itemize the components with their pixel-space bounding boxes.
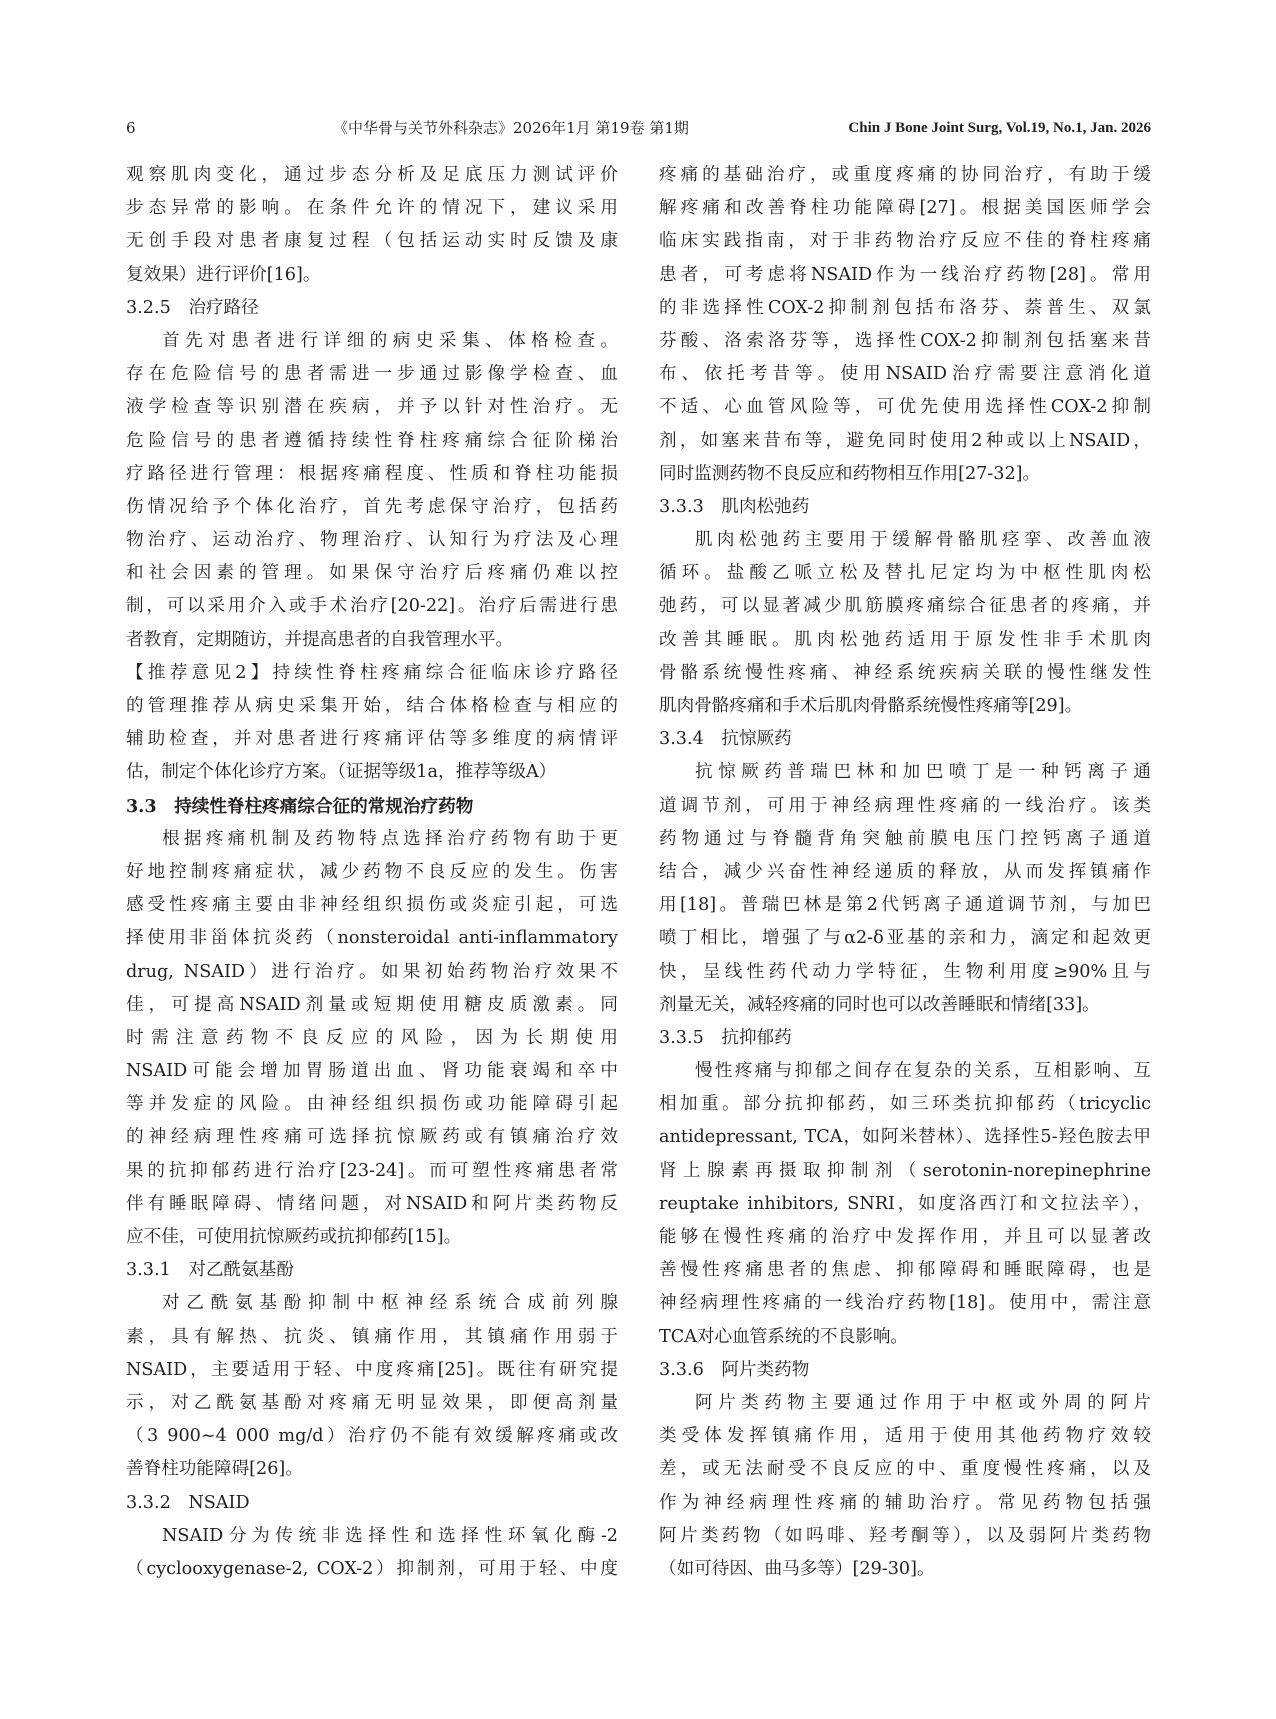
text-line: 佳，可提高NSAID剂量或短期使用糖皮质激素。同 — [126, 994, 618, 1015]
text-line: 肾上腺素再摄取抑制剂（serotonin-norepinephrine — [659, 1160, 1151, 1181]
text-line: 不适、心血管风险等，可优先使用选择性COX-2抑制 — [659, 397, 1151, 418]
text-line: 道调节剂，可用于神经病理性疼痛的一线治疗。该类 — [659, 795, 1151, 816]
paragraph-last-line: TCA对心血管系统的不良影响。 — [659, 1326, 909, 1347]
paragraph-last-line: 善脊柱功能障碍[26]。 — [126, 1459, 303, 1480]
text-line: 感受性疼痛主要由非神经组织损伤或炎症引起，可选 — [126, 895, 618, 916]
text-line: 循环。盐酸乙哌立松及替扎尼定均为中枢性肌肉松 — [659, 563, 1151, 584]
paragraph-last-line: 同时监测药物不良反应和药物相互作用[27-32]。 — [659, 463, 1041, 484]
text-line: 差，或无法耐受不良反应的中、重度慢性疼痛，以及 — [659, 1459, 1151, 1480]
text-line: antidepressant, TCA，如阿米替林）、选择性5-羟色胺去甲 — [659, 1127, 1151, 1148]
text-line: 疗路径进行管理：根据疼痛程度、性质和脊柱功能损 — [126, 463, 618, 484]
right-column — [659, 159, 1151, 1586]
text-line: 快，呈线性药代动力学特征，生物利用度≥90%且与 — [659, 961, 1151, 982]
text-line: 弛药，可以显著减少肌筋膜疼痛综合征患者的疼痛，并 — [659, 596, 1151, 617]
section-heading: 3.3.2 NSAID — [126, 1492, 250, 1513]
text-line: （3 900~4 000 mg/d）治疗仍不能有效缓解疼痛或改 — [126, 1426, 618, 1447]
text-line: 能够在慢性疼痛的治疗中发挥作用，并且可以显著改 — [659, 1227, 1151, 1247]
paragraph-first-line: 对乙酰氨基酚抑制中枢神经系统合成前列腺 — [162, 1293, 618, 1314]
text-line: 结合，减少兴奋性神经递质的释放，从而发挥镇痛作 — [659, 861, 1151, 882]
page-number: 6 — [126, 119, 136, 137]
section-heading: 3.3.5 抗抑郁药 — [659, 1027, 792, 1048]
text-line: 疼痛的基础治疗，或重度疼痛的协同治疗，有助于缓 — [659, 165, 1151, 185]
paragraph-last-line: 应不佳，可使用抗惊厥药或抗抑郁药[15]。 — [126, 1227, 462, 1247]
text-line: drug, NSAID）进行治疗。如果初始药物治疗效果不 — [126, 961, 618, 982]
running-header — [126, 116, 1151, 140]
text-line: 的神经病理性疼痛可选择抗惊厥药或有镇痛治疗效 — [126, 1127, 618, 1148]
text-line: 步态异常的影响。在条件允许的情况下，建议采用 — [126, 198, 618, 219]
text-line: 等并发症的风险。由神经组织损伤或功能障碍引起 — [126, 1094, 618, 1115]
text-line: 择使用非甾体抗炎药（nonsteroidal anti-inflammatory — [126, 928, 618, 949]
journal-title-english: Chin J Bone Joint Surg, Vol.19, No.1, Jan. 2026 — [848, 120, 1151, 136]
text-line: reuptake inhibitors, SNRI，如度洛西汀和文拉法辛）， — [659, 1193, 1151, 1214]
text-line: 临床实践指南，对于非药物治疗反应不佳的脊柱疼痛 — [659, 231, 1151, 252]
paragraph-last-line: （如可待因、曲马多等）[29-30]。 — [659, 1558, 935, 1579]
text-line: 制，可以采用介入或手术治疗[20-22]。治疗后需进行患 — [126, 596, 618, 617]
text-line: 喷丁相比，增强了与α2-δ亚基的亲和力，滴定和起效更 — [659, 928, 1151, 949]
paragraph-last-line: 估，制定个体化诊疗方案。（证据等级1a，推荐等级A） — [126, 762, 557, 783]
section-heading: 3.3.3 肌肉松弛药 — [659, 496, 810, 517]
paragraph-first-line: 根据疼痛机制及药物特点选择治疗药物有助于更 — [162, 828, 618, 849]
paragraph-first-line: 肌肉松弛药主要用于缓解骨骼肌痉挛、改善血液 — [695, 530, 1151, 551]
text-line: 作为神经病理性疼痛的辅助治疗。常见药物包括强 — [659, 1492, 1151, 1513]
text-line: 辅助检查，并对患者进行疼痛评估等多维度的病情评 — [126, 729, 618, 750]
text-line: 观察肌肉变化，通过步态分析及足底压力测试评价 — [126, 165, 618, 185]
text-line: 伤情况给予个体化治疗，首先考虑保守治疗，包括药 — [126, 496, 618, 517]
text-line: 时需注意药物不良反应的风险，因为长期使用 — [126, 1027, 618, 1048]
left-column — [126, 159, 618, 1586]
paragraph-last-line: 复效果）进行评价[16]。 — [126, 264, 321, 285]
text-line: 改善其睡眠。肌肉松弛药适用于原发性非手术肌肉 — [659, 629, 1151, 650]
section-heading: 3.3.1 对乙酰氨基酚 — [126, 1260, 294, 1281]
text-line: 剂，如塞来昔布等，避免同时使用2种或以上NSAID， — [659, 430, 1151, 451]
text-line: 素，具有解热、抗炎、镇痛作用，其镇痛作用弱于 — [126, 1326, 618, 1347]
text-line: 的管理推荐从病史采集开始，结合体格检查与相应的 — [126, 696, 618, 716]
text-line: 用[18]。普瑞巴林是第2代钙离子通道调节剂，与加巴 — [659, 895, 1151, 916]
text-line: （cyclooxygenase-2, COX-2）抑制剂，可用于轻、中度 — [126, 1558, 618, 1579]
text-line: 患者，可考虑将NSAID作为一线治疗药物[28]。常用 — [659, 264, 1151, 285]
section-heading: 3.2.5 治疗路径 — [126, 297, 259, 318]
text-line: 药物通过与脊髓背角突触前膜电压门控钙离子通道 — [659, 828, 1151, 849]
text-line: 相加重。部分抗抑郁药，如三环类抗抑郁药（tricyclic — [659, 1094, 1151, 1115]
paragraph-first-line: 抗惊厥药普瑞巴林和加巴喷丁是一种钙离子通 — [695, 762, 1151, 783]
text-line: 和社会因素的管理。如果保守治疗后疼痛仍难以控 — [126, 563, 618, 584]
paragraph-first-line: 慢性疼痛与抑郁之间存在复杂的关系，互相影响、互 — [695, 1061, 1151, 1082]
text-line: 危险信号的患者遵循持续性脊柱疼痛综合征阶梯治 — [126, 430, 618, 451]
text-line: 示，对乙酰氨基酚对疼痛无明显效果，即便高剂量 — [126, 1392, 618, 1413]
section-heading: 3.3.4 抗惊厥药 — [659, 729, 792, 750]
text-line: NSAID，主要适用于轻、中度疼痛[25]。既往有研究提 — [126, 1359, 618, 1380]
text-line: 芬酸、洛索洛芬等，选择性COX-2抑制剂包括塞来昔 — [659, 330, 1151, 351]
text-line: 无创手段对患者康复过程（包括运动实时反馈及康 — [126, 231, 618, 252]
paragraph-first-line: 阿片类药物主要通过作用于中枢或外周的阿片 — [695, 1392, 1151, 1413]
text-line: 果的抗抑郁药进行治疗[23-24]。而可塑性疼痛患者常 — [126, 1160, 618, 1181]
text-line: 液学检查等识别潜在疾病，并予以针对性治疗。无 — [126, 397, 618, 418]
text-line: 布、依托考昔等。使用NSAID治疗需要注意消化道 — [659, 364, 1151, 385]
text-line: 存在危险信号的患者需进一步通过影像学检查、血 — [126, 364, 618, 385]
text-line: NSAID可能会增加胃肠道出血、肾功能衰竭和卒中 — [126, 1061, 618, 1082]
text-line: 骨骼系统慢性疼痛、神经系统疾病关联的慢性继发性 — [659, 662, 1151, 683]
text-line: 神经病理性疼痛的一线治疗药物[18]。使用中，需注意 — [659, 1293, 1151, 1314]
section-heading: 3.3 持续性脊柱疼痛综合征的常规治疗药物 — [126, 795, 474, 817]
paragraph-last-line: 者教育，定期随访，并提高患者的自我管理水平。 — [126, 629, 514, 650]
paragraph-last-line: 肌肉骨骼疼痛和手术后肌肉骨骼系统慢性疼痛等[29]。 — [659, 696, 1083, 716]
text-line: 伴有睡眠障碍、情绪问题，对NSAID和阿片类药物反 — [126, 1193, 618, 1214]
text-line: 解疼痛和改善脊柱功能障碍[27]。根据美国医师学会 — [659, 198, 1151, 219]
paragraph-first-line: 首先对患者进行详细的病史采集、体格检查。 — [162, 330, 618, 351]
journal-title-chinese: 《中华骨与关节外科杂志》2026年1月 第19卷 第1期 — [333, 119, 689, 137]
paragraph-first-line: NSAID分为传统非选择性和选择性环氧化酶-2 — [162, 1525, 618, 1546]
text-line: 的非选择性COX-2抑制剂包括布洛芬、萘普生、双氯 — [659, 297, 1151, 318]
text-line: 好地控制疼痛症状，减少药物不良反应的发生。伤害 — [126, 861, 618, 882]
text-line: 类受体发挥镇痛作用，适用于使用其他药物疗效较 — [659, 1426, 1151, 1447]
paragraph-last-line: 剂量无关，减轻疼痛的同时也可以改善睡眠和情绪[33]。 — [659, 994, 1100, 1015]
section-heading: 3.3.6 阿片类药物 — [659, 1359, 810, 1380]
text-line: 阿片类药物（如吗啡、羟考酮等），以及弱阿片类药物 — [659, 1525, 1151, 1546]
text-line: 善慢性疼痛患者的焦虑、抑郁障碍和睡眠障碍，也是 — [659, 1260, 1151, 1281]
text-line: 【推荐意见2】持续性脊柱疼痛综合征临床诊疗路径 — [126, 662, 618, 683]
text-line: 物治疗、运动治疗、物理治疗、认知行为疗法及心理 — [126, 530, 618, 551]
